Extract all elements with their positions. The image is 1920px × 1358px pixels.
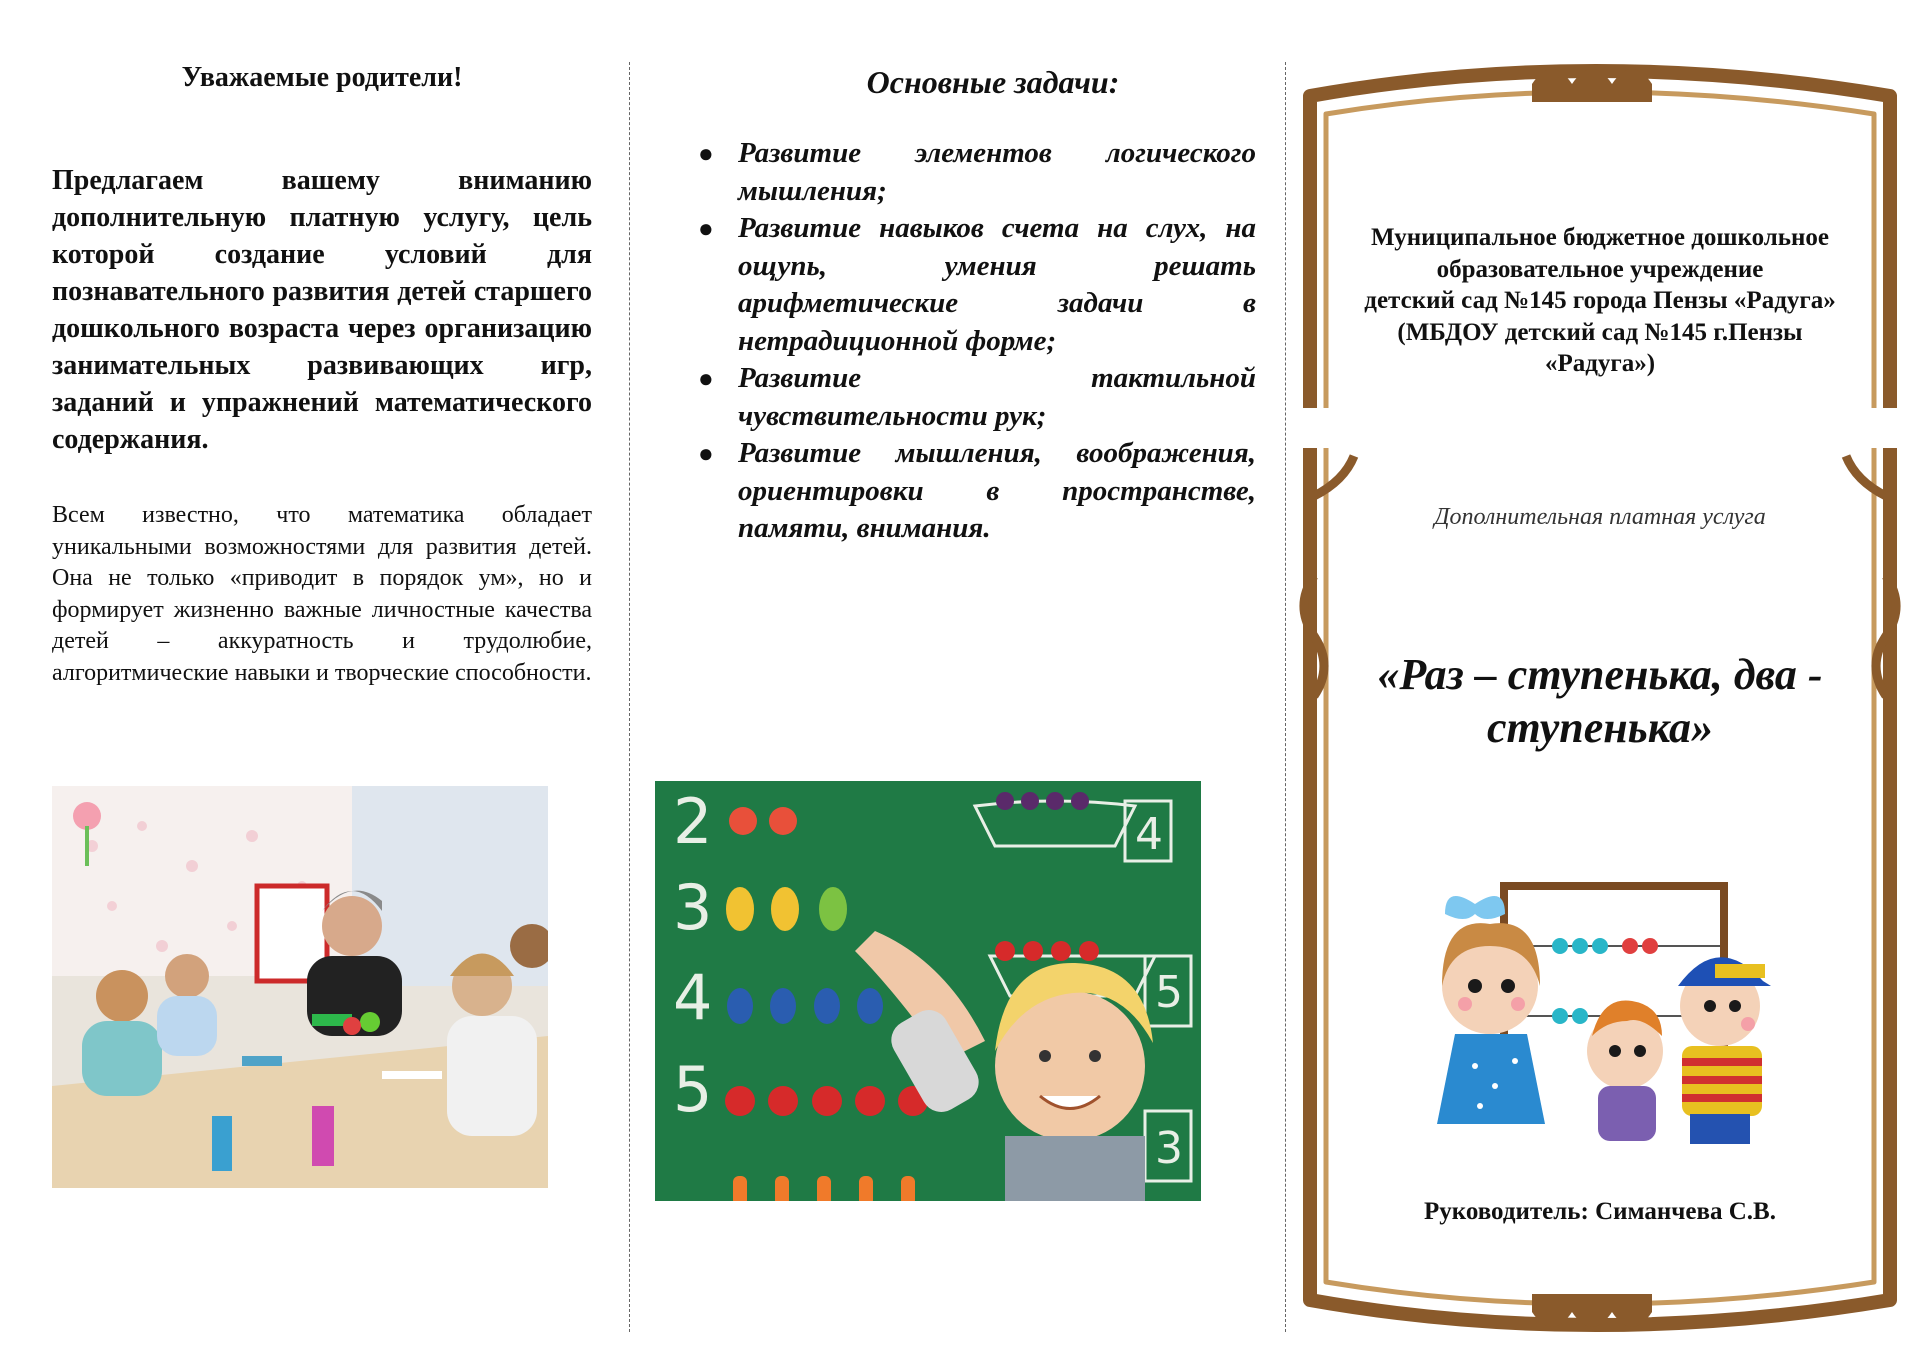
offer-paragraph: Предлагаем вашему вниманию дополнительную платную услугу, цель которой создание условий для познавательного развития детей старшего дошкольного возраста через организацию занимательных развивающих игр, заданий и упражнений математического содержания.	[52, 165, 592, 455]
task-text: Развитие мышления, воображения, ориентировки в пространстве, памяти, внимания.	[738, 437, 1256, 544]
title-line: ступенька»	[1487, 703, 1713, 752]
task-item	[690, 135, 1256, 210]
counting-board-illustration	[655, 781, 1201, 1201]
organization-line: (МБДОУ детский сад №145 г.Пензы	[1397, 318, 1803, 346]
classroom-illustration	[52, 786, 548, 1188]
title-line: «Раз – ступенька, два -	[1377, 650, 1823, 699]
middle-panel	[690, 64, 1256, 548]
task-item	[690, 210, 1256, 360]
board-number: 2	[673, 785, 713, 858]
board-number: 4	[673, 961, 713, 1034]
greeting-heading: Уважаемые родители!	[181, 62, 463, 93]
brochure-title	[1335, 648, 1865, 754]
math-paragraph: Всем известно, что математика обладает уникальными возможностями для развития детей. Она не только «приводит в порядок ум», но и формирует жизненно важные личностные качества детей – аккуратность и трудолюбие, алгоритмические навыки и творческие способности.	[52, 502, 592, 686]
bullet-icon: ●	[698, 364, 714, 393]
bullet-icon: ●	[698, 139, 714, 168]
organization-line: образовательное учреждение	[1436, 255, 1764, 283]
left-panel	[52, 62, 592, 689]
tasks-list	[690, 135, 1256, 548]
leader-name: Руководитель: Симанчева С.В.	[1424, 1198, 1776, 1225]
organization-line: «Радуга»)	[1544, 350, 1656, 377]
classroom-photo	[52, 786, 548, 1188]
bullet-icon: ●	[698, 214, 714, 243]
task-text: Развитие навыков счета на слух, на ощупь, умения решать арифметические задачи в нетрадиционной форме;	[738, 212, 1256, 357]
board-number: 3	[673, 871, 713, 944]
task-item	[690, 435, 1256, 548]
side-number: 5	[1155, 967, 1183, 1018]
organization-line: детский сад №145 города Пензы «Радуга»	[1364, 287, 1836, 314]
kids-abacus-illustration	[1420, 876, 1780, 1156]
fold-line-left	[629, 62, 630, 1332]
side-number: 3	[1155, 1123, 1183, 1174]
board-number: 5	[673, 1053, 713, 1126]
side-number: 4	[1135, 809, 1163, 860]
task-item	[690, 360, 1256, 435]
bullet-icon: ●	[698, 439, 714, 468]
service-label: Дополнительная платная услуга	[1434, 504, 1766, 530]
organization-name	[1335, 222, 1865, 380]
organization-line: Муниципальное бюджетное дошкольное	[1371, 224, 1829, 251]
tasks-heading: Основные задачи:	[866, 64, 1120, 100]
counting-board-photo	[655, 781, 1201, 1201]
task-text: Развитие тактильной чувствительности рук;	[738, 362, 1256, 432]
fold-line-right	[1285, 62, 1286, 1332]
task-text: Развитие элементов логического мышления;	[738, 137, 1256, 207]
